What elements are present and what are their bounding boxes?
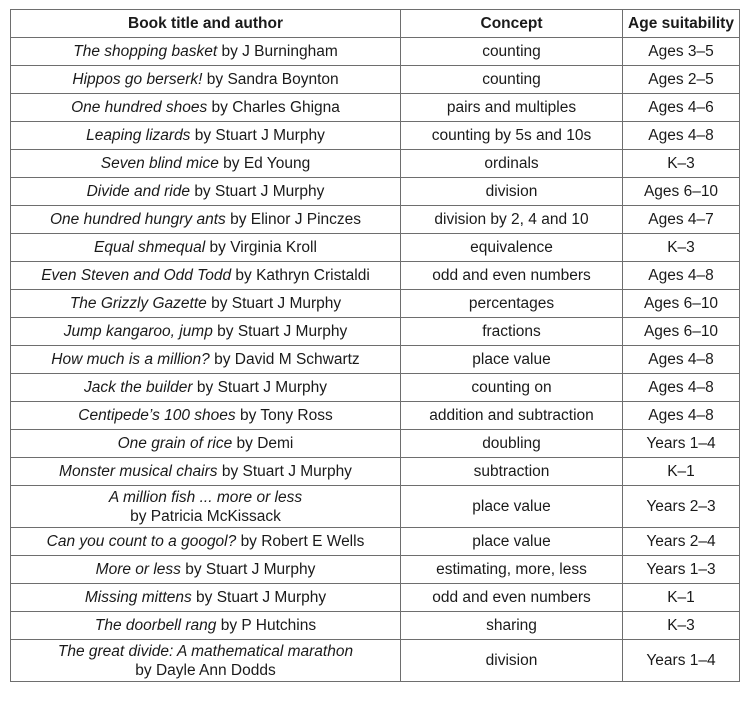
book-author: by Stuart J Murphy	[194, 127, 325, 144]
table-row	[11, 290, 740, 318]
concept-cell: division	[401, 640, 623, 682]
concept-cell: sharing	[401, 612, 623, 640]
age-cell: Years 1–4	[623, 640, 740, 682]
table-row	[11, 178, 740, 206]
book-title: Hippos go berserk!	[72, 71, 203, 88]
table-row	[11, 458, 740, 486]
table-row	[11, 584, 740, 612]
age-cell: K–1	[623, 584, 740, 612]
book-author: by Virginia Kroll	[209, 239, 317, 256]
book-title: Seven blind mice	[100, 155, 219, 172]
book-author: by Stuart J Murphy	[185, 561, 316, 578]
book-title: The Grizzly Gazette	[69, 295, 207, 312]
age-cell: Years 1–4	[623, 430, 740, 458]
table-row	[11, 486, 740, 528]
book-title: One hundred shoes	[71, 99, 208, 116]
book-author: by Stuart J Murphy	[196, 379, 327, 396]
table-row	[11, 234, 740, 262]
book-author: by Sandra Boynton	[206, 71, 339, 88]
book-cell	[11, 458, 401, 486]
table-row	[11, 262, 740, 290]
book-cell	[11, 374, 401, 402]
table-row	[11, 122, 740, 150]
book-author: by Stuart J Murphy	[196, 589, 327, 606]
book-author: by Kathryn Cristaldi	[235, 267, 370, 284]
book-title: How much is a million?	[51, 351, 210, 368]
book-author: by Stuart J Murphy	[211, 295, 342, 312]
age-cell: Ages 6–10	[623, 178, 740, 206]
age-cell: K–3	[623, 150, 740, 178]
age-cell: K–3	[623, 234, 740, 262]
age-cell: Years 2–3	[623, 486, 740, 528]
header-book: Book title and author	[11, 10, 401, 38]
age-cell: Ages 6–10	[623, 290, 740, 318]
age-cell: Ages 4–8	[623, 374, 740, 402]
book-title: Jack the builder	[84, 379, 193, 396]
age-cell: Ages 4–8	[623, 262, 740, 290]
book-cell	[11, 206, 401, 234]
concept-cell: counting on	[401, 374, 623, 402]
age-cell: Ages 4–6	[623, 94, 740, 122]
table-row	[11, 66, 740, 94]
book-author: by Stuart J Murphy	[221, 463, 352, 480]
concept-cell: subtraction	[401, 458, 623, 486]
age-cell: Ages 6–10	[623, 318, 740, 346]
book-title: Leaping lizards	[86, 127, 191, 144]
age-cell: Ages 4–8	[623, 122, 740, 150]
book-author: by Stuart J Murphy	[217, 323, 348, 340]
header-row	[11, 10, 740, 38]
book-title: Missing mittens	[84, 589, 192, 606]
book-cell	[11, 178, 401, 206]
concept-cell: place value	[401, 346, 623, 374]
table-row	[11, 556, 740, 584]
table-row	[11, 374, 740, 402]
book-title: Equal shmequal	[94, 239, 206, 256]
book-title: The great divide: A mathematical marathon	[57, 642, 354, 660]
book-cell	[11, 318, 401, 346]
age-cell: Ages 4–8	[623, 346, 740, 374]
table-row	[11, 528, 740, 556]
table-row	[11, 402, 740, 430]
concept-cell: counting by 5s and 10s	[401, 122, 623, 150]
concept-cell: counting	[401, 38, 623, 66]
concept-cell: place value	[401, 486, 623, 528]
book-title: The shopping basket	[73, 43, 218, 60]
book-author: by Stuart J Murphy	[194, 183, 325, 200]
book-title: Centipede’s 100 shoes	[78, 407, 236, 424]
book-cell	[11, 640, 401, 682]
book-cell	[11, 290, 401, 318]
concept-cell: division by 2, 4 and 10	[401, 206, 623, 234]
concept-cell: division	[401, 178, 623, 206]
header-age: Age suitability	[623, 10, 740, 38]
book-cell	[11, 94, 401, 122]
book-cell	[11, 346, 401, 374]
book-author: by Charles Ghigna	[211, 99, 340, 116]
book-title: Monster musical chairs	[59, 463, 218, 480]
book-author: by P Hutchins	[220, 617, 317, 634]
book-title: Divide and ride	[86, 183, 190, 200]
age-cell: Ages 2–5	[623, 66, 740, 94]
concept-cell: estimating, more, less	[401, 556, 623, 584]
book-author: by J Burningham	[221, 43, 338, 60]
table-row	[11, 430, 740, 458]
book-cell	[11, 234, 401, 262]
table-row	[11, 346, 740, 374]
book-cell	[11, 122, 401, 150]
table-row	[11, 318, 740, 346]
age-cell: Ages 4–8	[623, 402, 740, 430]
book-cell	[11, 528, 401, 556]
concept-cell: place value	[401, 528, 623, 556]
concept-cell: doubling	[401, 430, 623, 458]
book-cell	[11, 430, 401, 458]
book-title: The doorbell rang	[94, 617, 217, 634]
concept-cell: counting	[401, 66, 623, 94]
table-row	[11, 94, 740, 122]
age-cell: K–3	[623, 612, 740, 640]
concept-cell: pairs and multiples	[401, 94, 623, 122]
book-author: by Demi	[236, 435, 294, 452]
book-cell	[11, 584, 401, 612]
book-cell	[11, 66, 401, 94]
book-author: by Ed Young	[223, 155, 311, 172]
book-cell	[11, 486, 401, 528]
concept-cell: percentages	[401, 290, 623, 318]
book-cell	[11, 150, 401, 178]
table-row	[11, 150, 740, 178]
header-concept: Concept	[401, 10, 623, 38]
book-title: One grain of rice	[117, 435, 233, 452]
book-title: A million fish ... more or less	[108, 488, 303, 506]
concept-cell: equivalence	[401, 234, 623, 262]
concept-cell: addition and subtraction	[401, 402, 623, 430]
book-author: by Tony Ross	[239, 407, 333, 424]
age-cell: Ages 4–7	[623, 206, 740, 234]
concept-cell: odd and even numbers	[401, 584, 623, 612]
age-cell: Years 2–4	[623, 528, 740, 556]
concept-cell: fractions	[401, 318, 623, 346]
book-author: by David M Schwartz	[214, 351, 360, 368]
book-title: Can you count to a googol?	[46, 533, 237, 550]
table-row	[11, 640, 740, 682]
book-cell	[11, 612, 401, 640]
book-cell	[11, 262, 401, 290]
concept-cell: ordinals	[401, 150, 623, 178]
book-cell	[11, 402, 401, 430]
age-cell: Years 1–3	[623, 556, 740, 584]
book-author: by Dayle Ann Dodds	[135, 661, 276, 679]
book-title: One hundred hungry ants	[49, 211, 226, 228]
books-table	[10, 9, 740, 682]
book-cell	[11, 38, 401, 66]
table-row	[11, 206, 740, 234]
book-author: by Robert E Wells	[240, 533, 365, 550]
book-title: More or less	[95, 561, 181, 578]
book-title: Even Steven and Odd Todd	[41, 267, 232, 284]
book-author: by Elinor J Pinczes	[230, 211, 362, 228]
table-row	[11, 612, 740, 640]
book-title: Jump kangaroo, jump	[63, 323, 213, 340]
concept-cell: odd and even numbers	[401, 262, 623, 290]
age-cell: K–1	[623, 458, 740, 486]
table-row	[11, 38, 740, 66]
age-cell: Ages 3–5	[623, 38, 740, 66]
book-cell	[11, 556, 401, 584]
book-author: by Patricia McKissack	[130, 507, 281, 525]
